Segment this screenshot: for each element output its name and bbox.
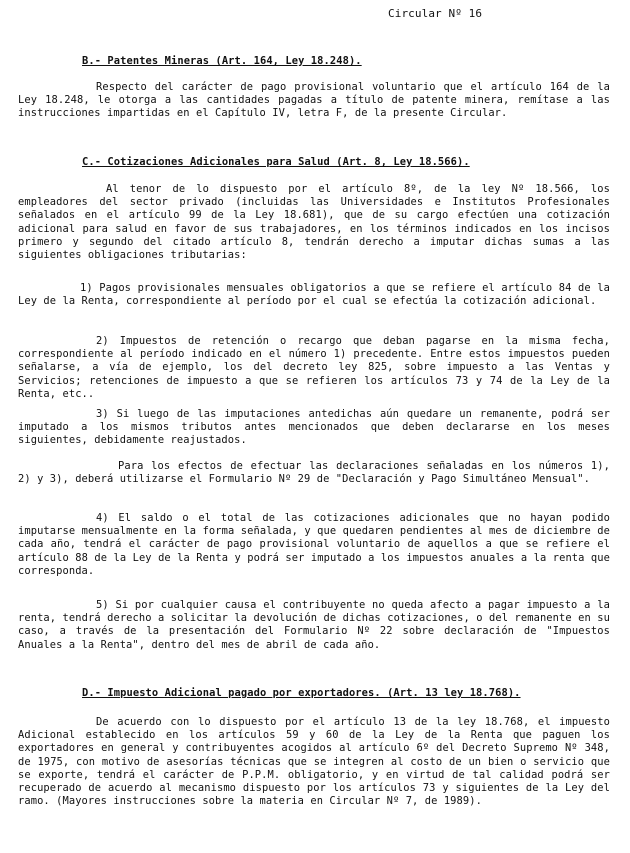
section-c-heading: C.- Cotizaciones Adicionales para Salud (Art. 8, Ley 18.566). (82, 156, 470, 168)
section-c-intro: Al tenor de lo dispuesto por el artículo 8º, de la ley Nº 18.566, los empleadores del sector privado (incluidas las Universidades e Institutos Profesionales señalados en el artículo 99 de la Ley 18.681), que de su cargo efectúen una cotización adicional para salud en favor de sus trabajadores, en los términos indicados en los incisos primero y segundo del citado artículo 8, tendrán derecho a imputar dichas sumas a las siguientes obligaciones tributarias: (18, 183, 610, 262)
section-d-paragraph: De acuerdo con lo dispuesto por el artículo 13 de la ley 18.768, el impuesto Adicional establecido en los artículos 59 y 60 de la Ley de la Renta que paguen los exportadores en general y contribuyentes acogidos al artículo 6º del Decreto Supremo Nº 348, de 1975, con motivo de asesorías técnicas que se integren al costo de un bien o servicio que se exporte, tendrá el carácter de P.P.M. obligatorio, y en virtud de tal calidad podrá ser recuperado de acuerdo al mecanismo dispuesto por los artículos 73 y siguientes de la Ley del ramo. (Mayores instrucciones sobre la materia en Circular Nº 7, de 1989). (18, 716, 610, 808)
section-c-item-3: 3) Si luego de las imputaciones antedichas aún quedare un remanente, podrá ser imputado a los mismos tributos antes mencionados que deben declararse en los meses siguientes, debidamente reajustados. (18, 408, 610, 447)
section-c-declaration-paragraph: Para los efectos de efectuar las declaraciones señaladas en los números 1), 2) y 3), deberá utilizarse el Formulario Nº 29 de "Declaración y Pago Simultáneo Mensual". (18, 460, 610, 486)
section-c-item-2: 2) Impuestos de retención o recargo que deban pagarse en la misma fecha, correspondiente al período indicado en el número 1) precedente. Entre estos impuestos pueden señalarse, a vía de ejemplo, los del decreto ley 825, sobre impuesto a las Ventas y Servicios; retenciones de impuesto a que se refieren los artículos 73 y 74 de la Ley de la Renta, etc.. (18, 335, 610, 400)
section-c-item-1: 1) Pagos provisionales mensuales obligatorios a que se refiere el artículo 84 de la Ley de la Renta, correspondiente al período por el cual se efectúa la cotización adicional. (18, 282, 610, 308)
section-c-item-5: 5) Si por cualquier causa el contribuyente no queda afecto a pagar impuesto a la renta, tendrá derecho a solicitar la devolución de dichas cotizaciones, o del remanente en su caso, a través de la presentación del Formulario Nº 22 sobre declaración de "Impuestos Anuales a la Renta", dentro del mes de abril de cada año. (18, 599, 610, 651)
section-c-item-4: 4) El saldo o el total de las cotizaciones adicionales que no hayan podido imputarse mensualmente en la forma señalada, y que quedaren pendientes al mes de diciembre de cada año, tendrá el carácter de pago provisional voluntario de aquellos a que se refiere el artículo 88 de la Ley de la Renta y podrá ser imputado a los impuestos anuales a la renta que corresponda. (18, 512, 610, 577)
circular-number: Circular Nº 16 (388, 7, 483, 20)
section-d-heading: D.- Impuesto Adicional pagado por exportadores. (Art. 13 ley 18.768). (82, 687, 521, 699)
section-b-heading: B.- Patentes Mineras (Art. 164, Ley 18.248). (82, 55, 362, 67)
section-b-paragraph: Respecto del carácter de pago provisional voluntario que el artículo 164 de la Ley 18.248, le otorga a las cantidades pagadas a título de patente minera, remítase a las instrucciones impartidas en el Capítulo IV, letra F, de la presente Circular. (18, 81, 610, 120)
